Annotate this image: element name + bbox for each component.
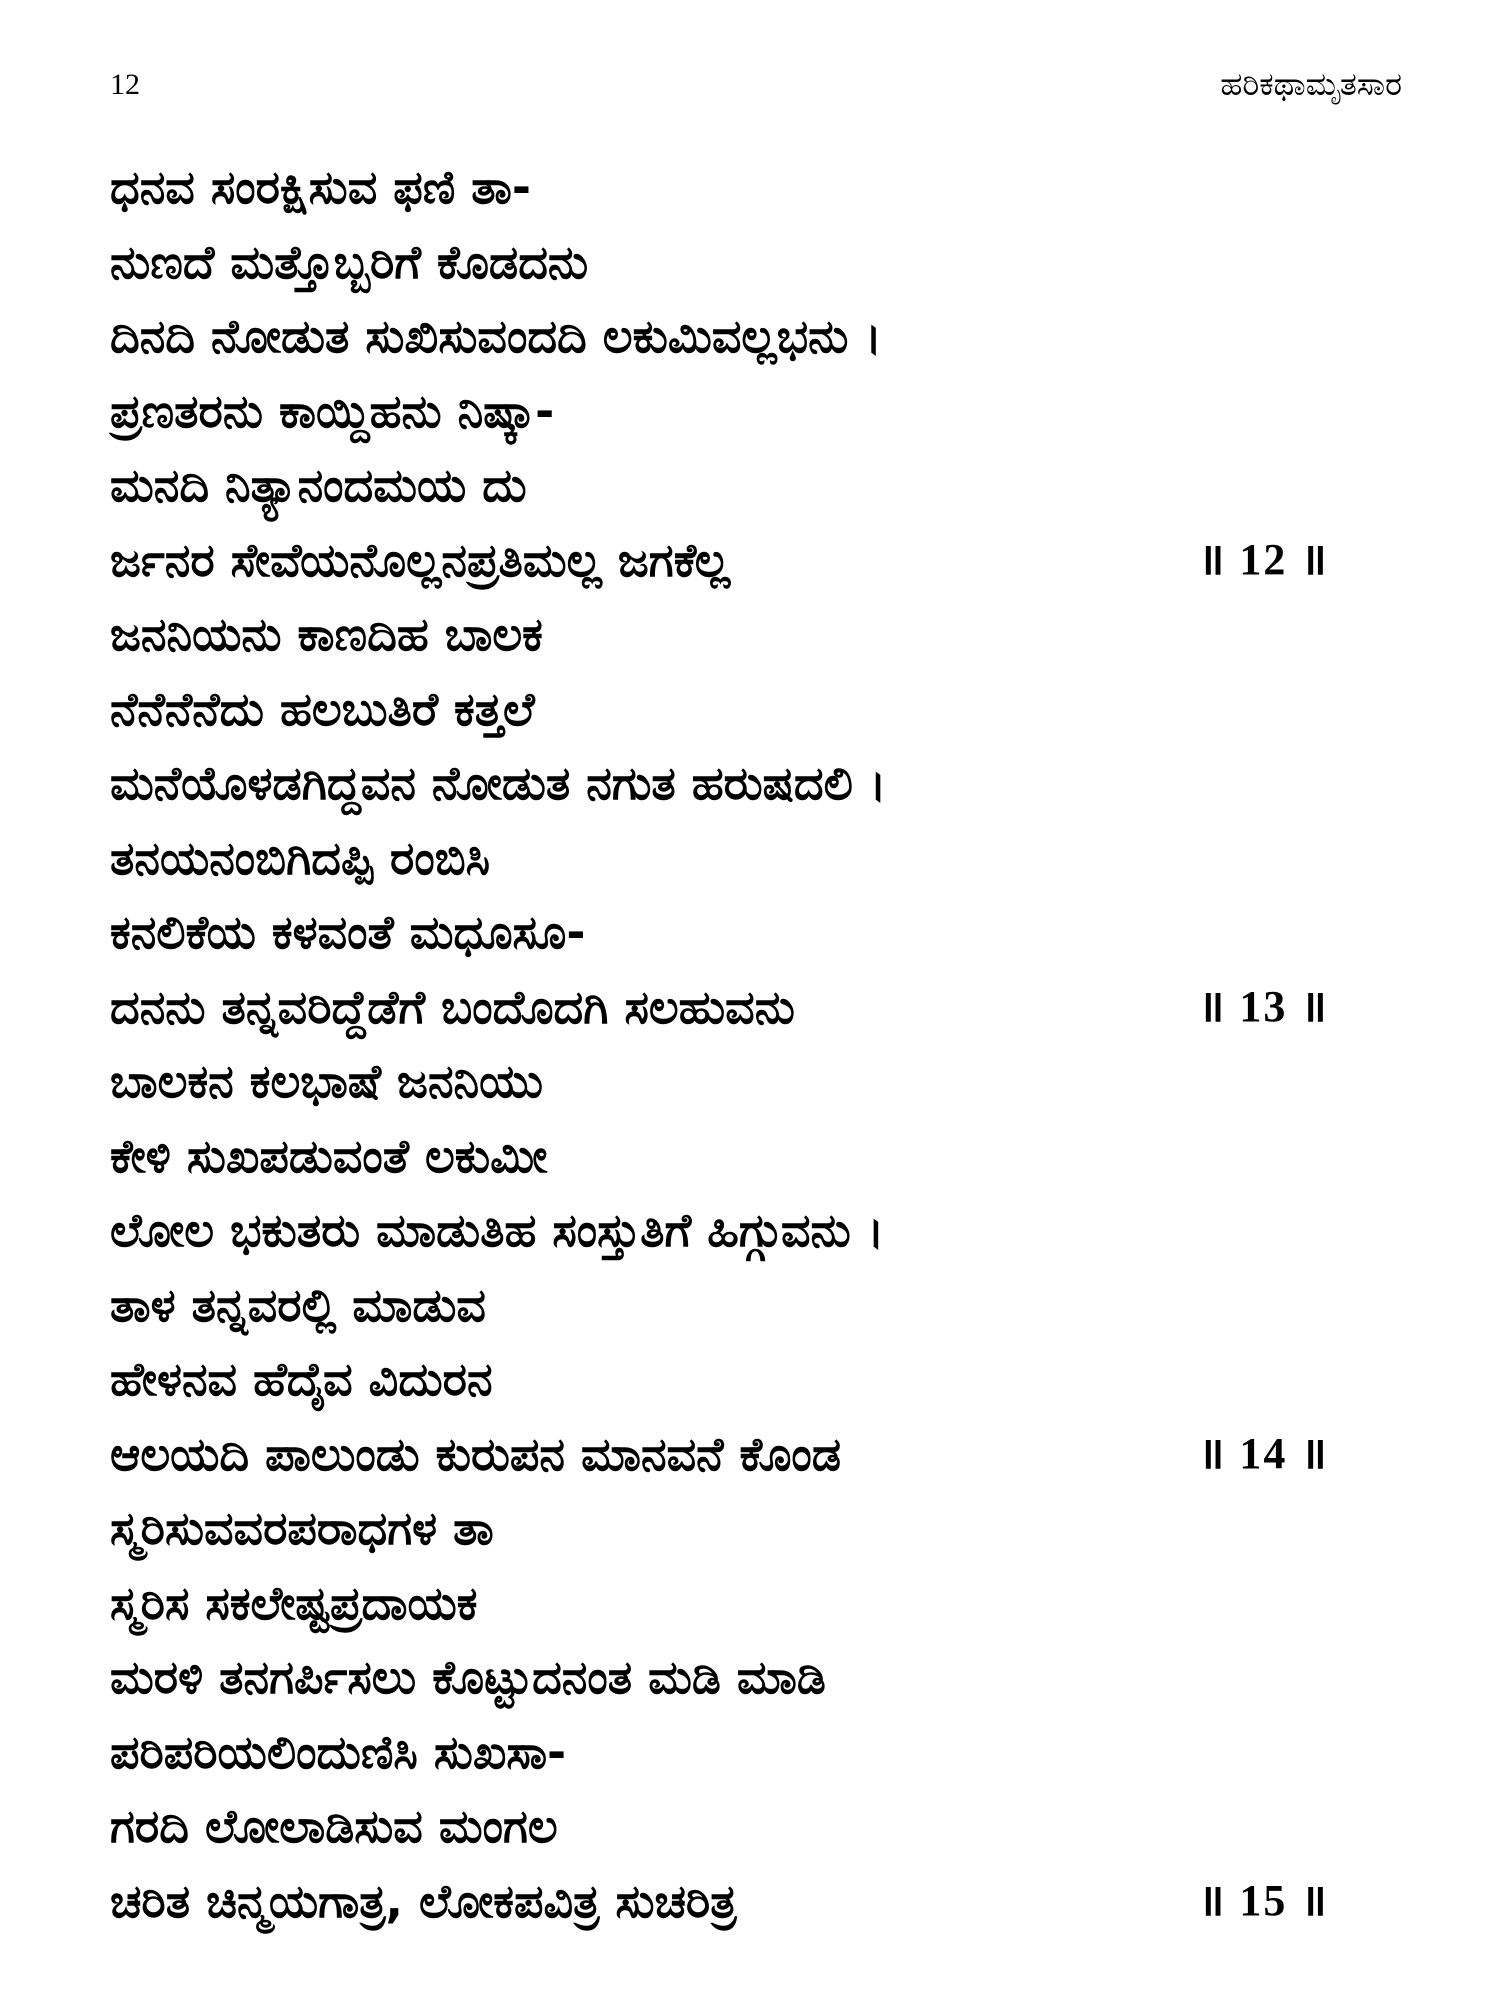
line-text: ಧನವ ಸಂರಕ್ಷಿಸುವ ಫಣಿ ತಾ- <box>110 160 532 214</box>
verse-line <box>110 1715 1400 1790</box>
line-text: ಬಾಲಕನ ಕಲಭಾಷೆ ಜನನಿಯು <box>110 1054 544 1108</box>
line-text: ಲೋಲ ಭಕುತರು ಮಾಡುತಿಹ ಸಂಸ್ತುತಿಗೆ ಹಿಗ್ಗುವನು । <box>110 1203 885 1257</box>
verse-line <box>110 1566 1400 1641</box>
verse-line <box>110 1119 1400 1194</box>
line-text: ಹೇಳನವ ಹೆದೈವ ವಿದುರನ <box>110 1352 493 1406</box>
line-text: ಸ್ಮರಿಸುವವರಪರಾಧಗಳ ತಾ <box>110 1501 494 1555</box>
line-text: ಪ್ರಣತರನು ಕಾಯ್ದಿಹನು ನಿಷ್ಕಾ- <box>110 383 555 438</box>
line-text: ಮನೆಯೊಳಡಗಿದ್ದವನ ನೋಡುತ ನಗುತ ಹರುಷದಲಿ । <box>110 756 887 810</box>
line-text: ತನಯನಂಬಿಗಿದಪ್ಪಿ ರಂಬಿಸಿ <box>110 830 491 885</box>
line-text: ಚರಿತ ಚಿನ್ಮಯಗಾತ್ರ, ಲೋಕಪವಿತ್ರ ಸುಚರಿತ್ರ <box>110 1873 737 1928</box>
verse-line <box>110 448 1400 523</box>
line-text: ಮರಳಿ ತನಗರ್ಪಿಸಲು ಕೊಟ್ಟುದನಂತ ಮಡಿ ಮಾಡಿ <box>110 1650 826 1704</box>
line-text: ಕನಲಿಕೆಯ ಕಳವಂತೆ ಮಧೂಸೂ- <box>110 905 586 959</box>
line-text: ರ್ಜನರ ಸೇವೆಯನೊಲ್ಲನಪ್ರತಿಮಲ್ಲ ಜಗಕೆಲ್ಲ <box>110 532 731 587</box>
verse-line <box>110 1640 1400 1715</box>
verse-line <box>110 150 1400 225</box>
verse-line <box>110 1342 1400 1417</box>
verse-line <box>110 970 1400 1045</box>
verse-number: ॥ 15 ॥ <box>1198 1875 1329 1925</box>
verse-line <box>110 1193 1400 1268</box>
verse-line <box>110 1268 1400 1343</box>
line-text: ಗರದಿ ಲೋಲಾಡಿಸುವ ಮಂಗಲ <box>110 1799 558 1853</box>
verse-line <box>110 895 1400 970</box>
line-text: ನೆನೆನೆನೆದು ಹಲಬುತಿರೆ ಕತ್ತಲೆ <box>110 681 535 736</box>
verse-line <box>110 1789 1400 1864</box>
line-text: ಜನನಿಯನು ಕಾಣದಿಹ ಬಾಲಕ <box>110 607 543 661</box>
verse-line <box>110 672 1400 747</box>
verse-line <box>110 1864 1400 1939</box>
verse-line <box>110 1044 1400 1119</box>
line-text: ದನನು ತನ್ನವರಿದ್ದೆಡೆಗೆ ಬಂದೊದಗಿ ಸಲಹುವನು <box>110 979 795 1034</box>
verse-number: ॥ 13 ॥ <box>1198 981 1329 1031</box>
line-text: ಆಲಯದಿ ಪಾಲುಂಡು ಕುರುಪನ ಮಾನವನೆ ಕೊಂಡ <box>110 1426 842 1481</box>
verse-text <box>110 150 1400 1938</box>
line-text: ಕೇಳಿ ಸುಖಪಡುವಂತೆ ಲಕುಮೀ <box>110 1128 548 1183</box>
verse-line <box>110 299 1400 374</box>
verse-line <box>110 1491 1400 1566</box>
line-text: ದಿನದಿ ನೋಡುತ ಸುಖಿಸುವಂದದಿ ಲಕುಮಿವಲ್ಲಭನು । <box>110 309 882 363</box>
verse-line <box>110 374 1400 449</box>
verse-line <box>110 821 1400 896</box>
page-number: 12 <box>110 68 140 101</box>
line-text: ಪರಿಪರಿಯಲಿಂದುಣಿಸಿ ಸುಖಸಾ- <box>110 1724 567 1779</box>
line-text: ಸ್ಮರಿಸ ಸಕಲೇಷ್ಟಪ್ರದಾಯಕ <box>110 1575 478 1630</box>
verse-line <box>110 1417 1400 1492</box>
verse-number: ॥ 12 ॥ <box>1198 534 1329 584</box>
running-title: ಹರಿಕಥಾಮೃತಸಾರ <box>1220 65 1402 103</box>
verse-line <box>110 746 1400 821</box>
verse-line <box>110 597 1400 672</box>
line-text: ಮನದಿ ನಿತ್ಯಾನಂದಮಯ ದು <box>110 458 527 512</box>
line-text: ನುಣದೆ ಮತ್ತೊಬ್ಬರಿಗೆ ಕೊಡದನು <box>110 234 589 289</box>
line-text: ತಾಳ ತನ್ನವರಲ್ಲಿ ಮಾಡುವ <box>110 1277 486 1332</box>
verse-number: ॥ 14 ॥ <box>1198 1428 1329 1478</box>
verse-line <box>110 523 1400 598</box>
verse-line <box>110 225 1400 300</box>
